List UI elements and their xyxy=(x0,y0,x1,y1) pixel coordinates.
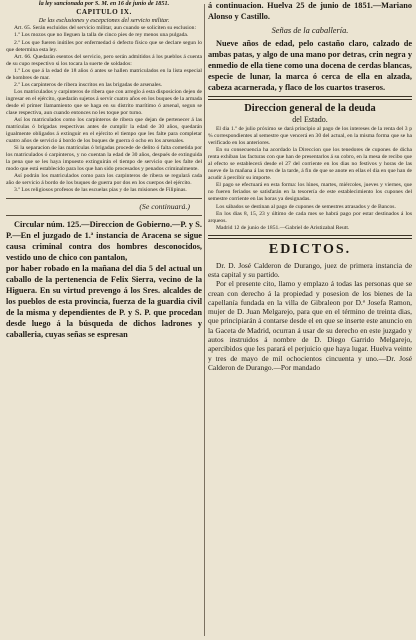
section-divider xyxy=(208,235,412,239)
article-66: Art. 66. Quedarán esentos del servicio, pero serán admitidos á los pueblos á cuenta de su cupo respectivo si los tocara la suerte de soldados: xyxy=(6,53,202,67)
paragraph-separacion: Así los matriculados como los carpinteros de ribera que dejan de pertenecer á las matrículas ó brigadas respectivas antes de cumplir la edad de 30 años, quedarán igualmente obligados á extinguir en el ejército el tiempo que les falte para completar cuatro años de servicio á bordo de los buques de guerra ó ocho en los arsenales. xyxy=(6,117,202,145)
chapter-title: CAPITULO IX. xyxy=(76,8,132,17)
left-column xyxy=(6,0,202,640)
divider xyxy=(6,215,202,216)
circular-body: por haber robado en la mañana del dia 5 del actual un caballo de la pertenencia de Felix Sierra, vecino de la Higuera. En su virtud prevengo á los Sres. alcaldes de los pueblos de esta provincia, fuerza de la guardia civil de la misma y dependientes de P. y S. P. que procedan desde luego á la búsqueda de dichos ladrones y caballeria, cuyas señas se espresan xyxy=(6,263,202,339)
chapter-subtitle: De las esclusiones y escepciones del servicio militar. xyxy=(38,17,170,25)
horse-description-title: Señas de la caballería. xyxy=(271,26,349,35)
horse-description: Nueve años de edad, pelo castaño claro, calzado de ambas patas, y algo de una mano por detras, crin negra y enmedio de ella tiene como una docena de cerdas blancas, especie de lunar, la marca ó cerca de ella en alzada, cabeza acarnerada, y flaco de los cuartos traseros. xyxy=(208,39,412,92)
right-column xyxy=(208,0,412,640)
paragraph-regulacion: Así podrán los matriculados como para los carpinteros de ribera se regulará cada año de servicio á bordo de los buques de guerra por dos en los cuerpos del ejército. xyxy=(6,173,202,187)
edicto-judge: Dr. D. José Calderon de Durango, juez de primera instancia de esta capital y su partido. xyxy=(208,260,412,279)
circular-continuation: á continuacion. Huelva 25 de junio de 1851.—Mariano Alonso y Castillo. xyxy=(208,1,412,21)
continued-note: (Se continuará.) xyxy=(139,201,190,211)
article-66-item-2: 2.º Los carpinteros de ribera inscritos en las brigadas de arsenales. xyxy=(14,81,163,88)
direccion-title: Direccion general de la deuda xyxy=(244,103,376,114)
deuda-paragraph-4: Los sábados se destinan al pago de cupones de semestres atrasados y de Bancos. xyxy=(216,203,396,210)
divider xyxy=(6,198,202,199)
section-divider xyxy=(208,96,412,100)
law-header-line: la ley sancionada por S. M. en 16 de junio de 1851. xyxy=(38,0,170,7)
article-65: Art. 65. Serán escluidos del servicio militar, aun cuando se soliciten su esclusion: xyxy=(14,25,196,32)
circular-heading: Circular núm. 125.—Direccion de Gobierno.—P. y S. P.—En el juzgado de 1.ª instancia de Aracena se sigue causa criminal contra dos hombres desconocidos, vestido uno de chico con pantalon, xyxy=(6,219,202,262)
paragraph-matriculados: Los matriculados y carpinteros de ribera que con arreglo á esta disposicion dejen de ingresar en el ejército, quedarán sujetos á servir cuatro años en los buques de la armada desde el primer llamamiento que se haga en su distrito marítimo ó arsenal, segun se clase respectiva, aun cuando entonces no les toque por turno. xyxy=(6,88,202,116)
edictos-heading: EDICTOS. xyxy=(268,241,352,257)
column-divider xyxy=(204,4,205,636)
paragraph-delito: Si la separacion de las matrículas ó brigadas procede de delito ó falta cometida por los matriculados ó carpinteros, y no cuentan la edad de 30 años, después de extinguida la pena que se les haya impuesto extinguirán el tiempo de servicio que les falte del modo que está establecido para los que han sido procesados y penados criminalmente. xyxy=(6,145,202,173)
deuda-paragraph-5: En los dias 8, 15, 23 y último de cada mes se habrá pago por estar destinados á los arqueos. xyxy=(208,210,412,224)
deuda-paragraph-3: El pago se efectuará en esta forma: los lúnes, martes, miércoles, jueves y viernes, que no fueren feriados se satisfarán en la tesorería de este establecimiento los cupones del semestre corriente en las horas ya designadas. xyxy=(208,182,412,203)
edicto-body: Por el presente cito, llamo y emplazo á todas las personas que se crean con derecho á la propiedad y posesion de los bienes de la capellanía fundada en la villa de Gibraleon por D.ª Josefa Ramon, mujer de D. Juan Melgarejo, para que en el término de treinta dias, que principiarán á contarse desde el en que se inserte este anuncio en la Gaceta de Madrid, ocurran á usar de su derecho en este juzgado y autos instruidos á nombre de D. Diego Garrido Melgarejo, apercibidos que les parará el perjuicio que haya lugar. Huelva veinte y tres de mayo de mil ochocientos cincuenta y uno.—Dr. José Calderon de Durango.—Por mandado xyxy=(208,279,412,372)
direccion-subtitle: del Estado. xyxy=(292,115,328,124)
article-66-item-1: 1.º Los que á la edad de 18 años ó antes se hallen matriculados en la lista especial de hombres de mar. xyxy=(6,67,202,81)
deuda-paragraph-2: En su consecuencia ha acordado la Direccion que los tenedores de cupones de dicha renta exhiban las facturas con que han de presentarlos á su cobro, en la mesa de recibo que al efecto se establecerá desde el 27 del corriente en los dias no festivos y horas de las nueve de la mañana á las tres de la tarde, á fin de que se anote en ellas el dia en que han de acudir á percibir su importe. xyxy=(208,147,412,182)
deuda-paragraph-1: El dia 1.º de julio próximo se dará principio al pago de los intereses de la renta del 3 p % correspondientes al semestre que vencerá en 30 del actual, en la misma forma que se ha verificado en los anteriores. xyxy=(208,126,412,147)
article-65-item-1: 1.º Los mozos que no lleguen la talla de cinco pies de rey menos una pulgada. xyxy=(14,32,189,39)
article-65-item-2: 2.º Los que fueren inútiles por enfermedad ó defecto físico que se declare segun lo que determina esta ley. xyxy=(6,39,202,53)
article-66-item-3: 3.º Los religiosos profesos de las escuelas pías y de las misiones de Filipinas. xyxy=(14,187,187,194)
deuda-signature: Madrid 12 de junio de 1851.—Gabriel de Aristizabal Reutt. xyxy=(216,224,350,231)
